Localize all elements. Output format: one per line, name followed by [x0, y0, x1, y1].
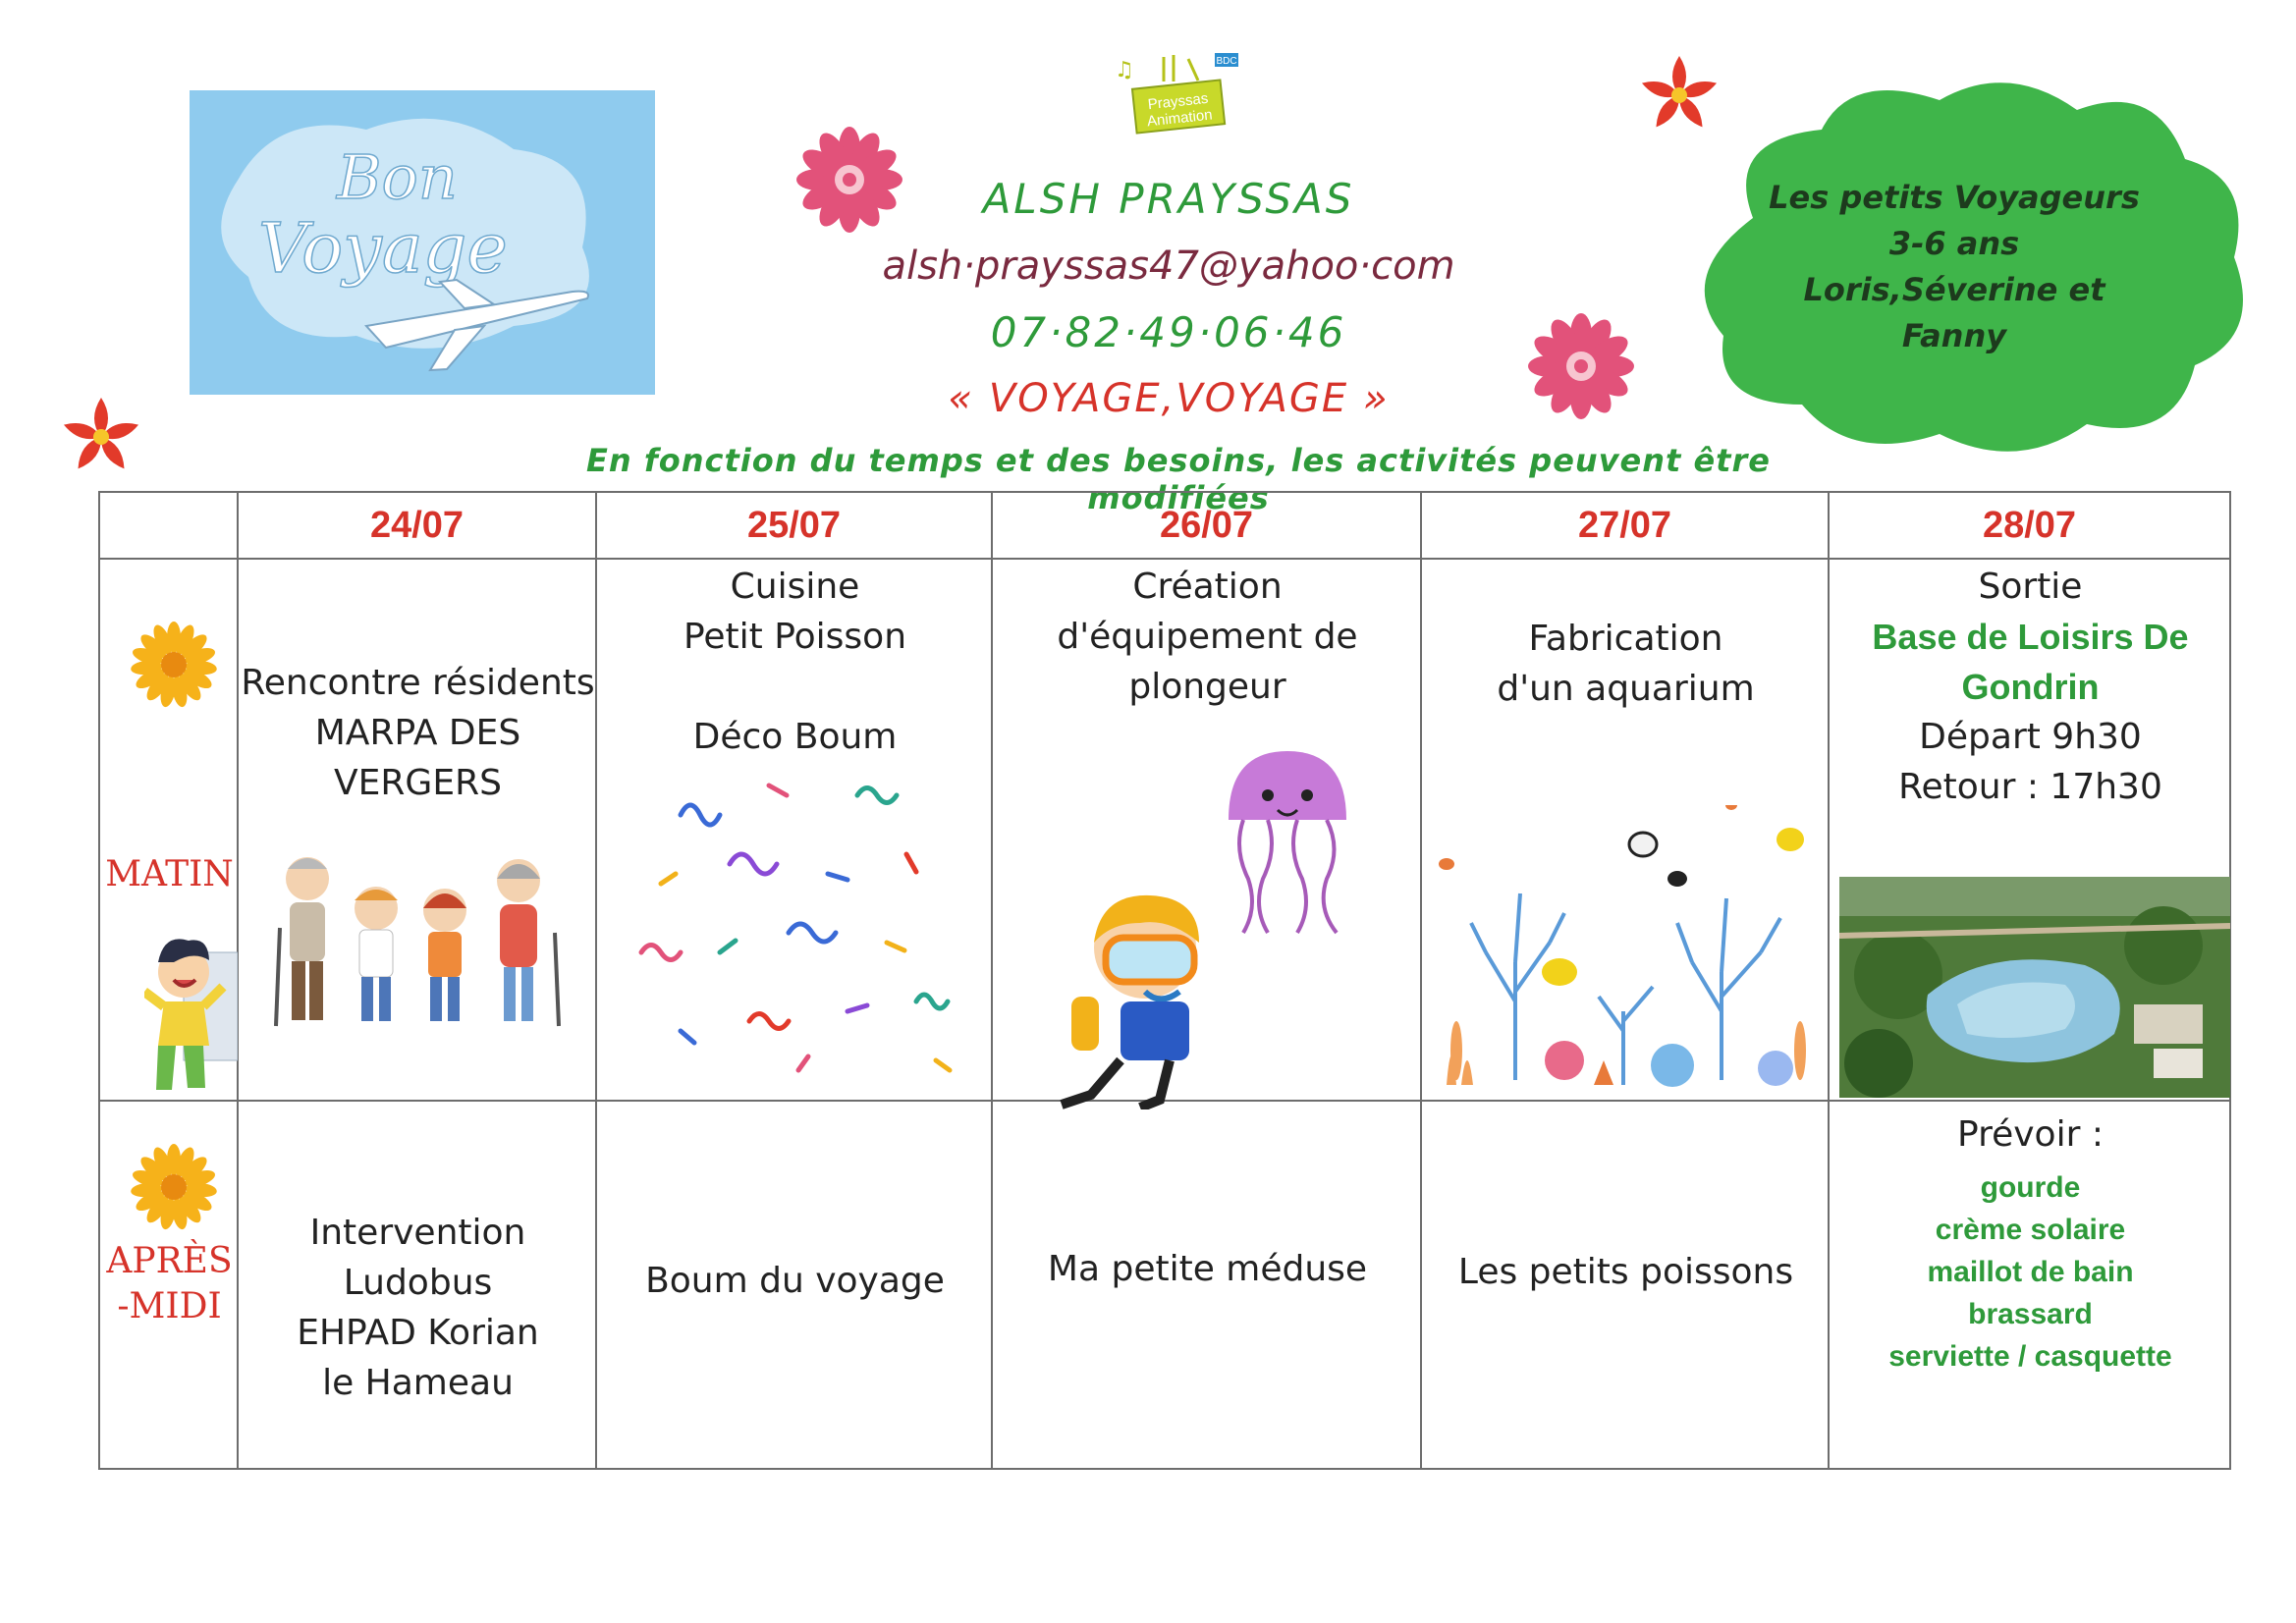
date-3: 26/07: [992, 492, 1421, 559]
afternoon-row: [99, 1101, 2230, 1469]
morning-cell-5: [1829, 559, 2230, 1101]
date-row: [99, 492, 2230, 559]
confetti-illustration: [622, 756, 970, 1090]
morning-cell-3: [992, 559, 1421, 1101]
bring-item: crème solaire: [1935, 1214, 2126, 1246]
morning-cell-1: [238, 559, 596, 1101]
afternoon-cell-4: [1421, 1101, 1829, 1469]
afternoon-activity-3: Ma petite méduse: [1047, 1249, 1368, 1289]
pink-flower-icon: [1527, 312, 1635, 420]
bring-item: serviette / casquette: [1888, 1340, 2172, 1373]
family-illustration: [268, 839, 573, 1036]
sun-flower-icon: [130, 1143, 218, 1231]
afternoon-activity-5: [1830, 1109, 2231, 1160]
afternoon-activity-2: Boum du voyage: [645, 1261, 945, 1301]
morning-row: [99, 559, 2230, 1101]
outing-place-2: Gondrin: [1961, 667, 2100, 707]
svg-text:Animation: Animation: [1146, 106, 1214, 131]
morning-activity-4: Fabrication d'un aquarium: [1497, 619, 1755, 709]
afternoon-cell-1: [238, 1101, 596, 1469]
group-info: [1738, 175, 2170, 359]
morning-activity-5: [1830, 562, 2231, 812]
date-2: 25/07: [596, 492, 992, 559]
group-age: 3-6 ans: [1888, 225, 2020, 262]
bring-item: maillot de bain: [1927, 1256, 2134, 1288]
diver-illustration: [1052, 884, 1248, 1109]
svg-text:Voyage: Voyage: [258, 208, 508, 289]
afternoon-cell-2: [596, 1101, 992, 1469]
afternoon-label-cell: [99, 1101, 238, 1469]
bring-item: brassard: [1968, 1298, 2093, 1330]
morning-activity-2: Cuisine Petit Poisson Déco Boum: [683, 567, 907, 757]
bring-item: gourde: [1980, 1171, 2081, 1204]
svg-text:Bon: Bon: [337, 141, 458, 213]
svg-text:♫: ♫: [1115, 58, 1134, 82]
morning-cell-4: [1421, 559, 1829, 1101]
svg-text:Prayssas: Prayssas: [1146, 89, 1210, 114]
group-name: Les petits Voyageurs: [1769, 179, 2140, 216]
prayssas-animation-logo: [1105, 47, 1252, 155]
afternoon-activity-4: Les petits poissons: [1457, 1252, 1794, 1292]
aquarium-illustration: [1427, 805, 1825, 1090]
afternoon-cell-3: [992, 1101, 1421, 1469]
sun-flower-icon: [130, 621, 218, 709]
red-flower-icon: [57, 393, 145, 481]
center-title: ALSH PRAYSSAS: [982, 175, 1355, 223]
outing-place: Base de Loisirs De: [1872, 617, 2189, 657]
svg-text:BDC: BDC: [1216, 56, 1237, 67]
contact-email: alsh·prayssas47@yahoo·com: [882, 243, 1455, 289]
theme-title: « VOYAGE,VOYAGE »: [948, 376, 1390, 421]
date-1: 24/07: [238, 492, 596, 559]
bon-voyage-logo: [190, 90, 655, 395]
outing-return: Retour : 17h30: [1898, 767, 2162, 807]
date-5: 28/07: [1829, 492, 2230, 559]
schedule-note: En fonction du temps et des besoins, les activités peuvent être modifiées: [586, 442, 1771, 516]
group-staff: Loris,Séverine et: [1803, 271, 2105, 308]
group-staff-2: Fanny: [1901, 317, 2007, 354]
morning-label: MATIN: [105, 854, 234, 894]
afternoon-cell-5: [1829, 1101, 2230, 1469]
afternoon-activity-1: Intervention Ludobus EHPAD Korian le Hameau: [297, 1213, 539, 1403]
outing-departure: Départ 9h30: [1919, 717, 2142, 757]
date-4: 27/07: [1421, 492, 1829, 559]
schedule-table: [98, 491, 2231, 1470]
outing-title: Sortie: [1978, 567, 2083, 607]
morning-label-cell: [99, 559, 238, 1101]
contact-phone: 07·82·49·06·46: [990, 308, 1347, 356]
morning-activity-3: Création d'équipement de plongeur: [1057, 567, 1358, 707]
afternoon-label: APRÈS -MIDI: [106, 1241, 233, 1326]
corner-cell: [99, 492, 238, 559]
bring-list-title: Prévoir :: [1957, 1114, 2104, 1155]
child-mascot-illustration: [144, 923, 238, 1095]
bring-list: [1830, 1166, 2231, 1378]
leisure-park-photo: [1839, 877, 2230, 1098]
morning-activity-1: Rencontre résidents MARPA DES VERGERS: [241, 663, 595, 803]
morning-cell-2: [596, 559, 992, 1101]
